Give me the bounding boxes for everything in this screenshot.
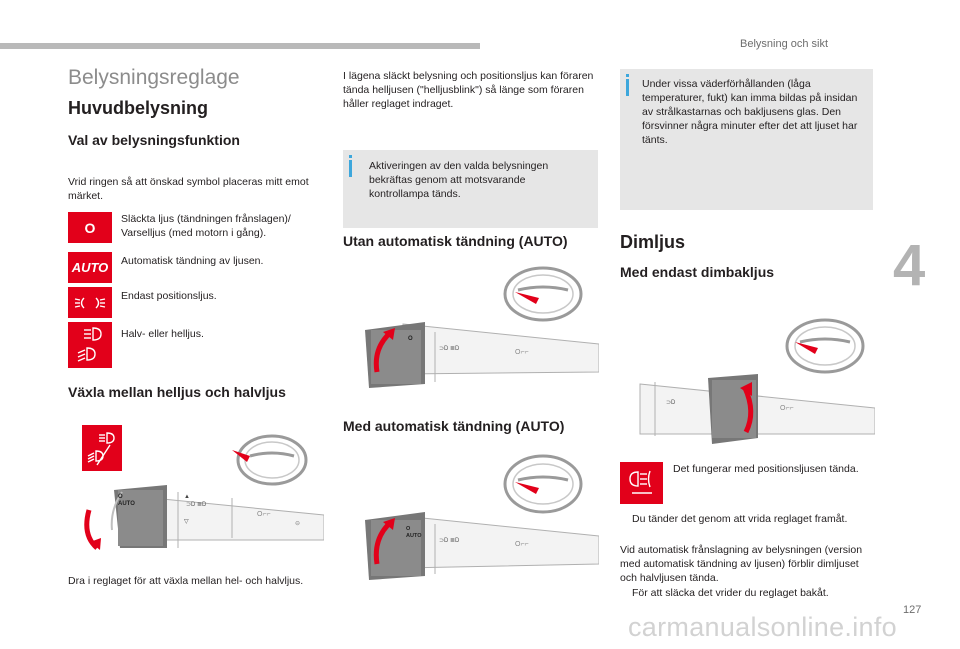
sub-heading-function: Val av belysningsfunktion — [68, 132, 240, 148]
fog-paragraph: Vid automatisk frånslagning av belysningen (version med automatisk tändning av ljusen) förblir dimljuset och halvljusen tända. — [620, 544, 863, 584]
svg-text:O⌐⌐: O⌐⌐ — [780, 405, 794, 412]
fog-bullet-1 — [620, 512, 870, 526]
watermark: carmanualsonline.info — [628, 612, 897, 642]
fog-bullet-2 — [620, 586, 875, 600]
sub-heading-fog: Med endast dimbakljus — [620, 264, 775, 280]
header-rule — [0, 43, 480, 49]
fog-bullet-1-text: Du tänder det genom att vrida reglaget framåt. — [632, 513, 848, 525]
heading-auto: Med automatisk tändning (AUTO) — [343, 418, 565, 434]
svg-text:⊖: ⊖ — [295, 521, 301, 527]
note-confirmation-text: Aktiveringen av den valda belysningen bekräftas genom att motsvarande kontrollampa tänds. — [369, 160, 549, 200]
mode-off-text: Släckta ljus (tändningen frånslagen)/ Varselljus (med motorn i gång). — [121, 213, 291, 239]
stalk-label-o: O — [118, 494, 123, 500]
section-header: Belysning och sikt — [740, 38, 829, 50]
heading-no-auto: Utan automatisk tändning (AUTO) — [343, 233, 568, 249]
left-stalk-arrows — [184, 494, 190, 525]
svg-text:⊃D ≣D: ⊃D ≣D — [439, 538, 460, 544]
svg-text:⊃D ≣D: ⊃D ≣D — [186, 502, 207, 508]
info-marker-icon — [349, 160, 352, 177]
switch-figure-no-auto — [343, 262, 599, 394]
auto-stalk-o: O — [406, 526, 411, 532]
switch-figure-auto — [343, 446, 599, 586]
rear-fog-light-icon — [620, 462, 663, 504]
svg-text:⊃D ≣D: ⊃D ≣D — [439, 346, 460, 352]
page-title: Belysningsreglage — [68, 66, 240, 89]
svg-text:O⌐⌐: O⌐⌐ — [515, 349, 529, 356]
fog-bullet-2-text: För att släcka det vrider du reglaget bakåt. — [632, 587, 829, 599]
auto-stalk-labels — [406, 526, 421, 540]
page-number: 127 — [903, 604, 922, 616]
fog-text: Det fungerar med positionsljusen tända. — [673, 463, 859, 475]
switch-figure-left — [82, 420, 324, 555]
intro-text: Vrid ringen så att önskad symbol placeras mitt emot märket. — [68, 176, 309, 202]
chapter-number: 4 — [893, 233, 926, 298]
auto-badge-icon — [68, 252, 112, 283]
auto-stalk-auto: AUTO — [406, 533, 422, 539]
switch-caption: Dra i reglaget för att växla mellan hel- och halvljus. — [68, 575, 304, 587]
position-lights-icon — [68, 287, 112, 318]
headlights-icon — [68, 322, 112, 368]
left-stalk-labels — [118, 494, 135, 508]
svg-text:⊃D: ⊃D — [666, 400, 676, 406]
off-circle-icon — [68, 212, 112, 243]
switch-figure-fog — [620, 312, 875, 447]
heading-fog: Dimljus — [620, 232, 686, 252]
stalk-label-auto: AUTO — [118, 501, 135, 507]
svg-text:O: O — [84, 219, 96, 236]
stalk-arrow-up: ▲ — [184, 494, 190, 500]
mode-position-text: Endast positionsljus. — [121, 290, 217, 302]
note-condensation — [620, 69, 873, 210]
mode-headlights-text: Halv- eller helljus. — [121, 328, 204, 340]
stalk-arrow-down: ▽ — [184, 519, 189, 525]
svg-text:O⌐⌐: O⌐⌐ — [257, 511, 271, 518]
main-heading: Huvudbelysning — [68, 98, 209, 118]
auto-badge-label: AUTO — [71, 260, 109, 275]
note-confirmation — [343, 150, 598, 228]
svg-text:O⌐⌐: O⌐⌐ — [515, 541, 529, 548]
info-marker-icon — [626, 79, 629, 96]
no-auto-stalk-o: O — [408, 336, 413, 342]
sub-heading-switch: Växla mellan helljus och halvljus — [68, 384, 286, 400]
mode-auto-text: Automatisk tändning av ljusen. — [121, 255, 264, 267]
flash-text: I lägena släckt belysning och positionsljus kan föraren tända helljusen ("helljusblink") så länge som föraren håller reglaget indraget. — [343, 70, 594, 110]
note-condensation-text: Under vissa väderförhållanden (låga temperaturer, fukt) kan imma bildas på insidan av strålkastarnas och bakljusens glas. Den försvinner några minuter efter det att ljuset har tänts. — [642, 78, 858, 146]
